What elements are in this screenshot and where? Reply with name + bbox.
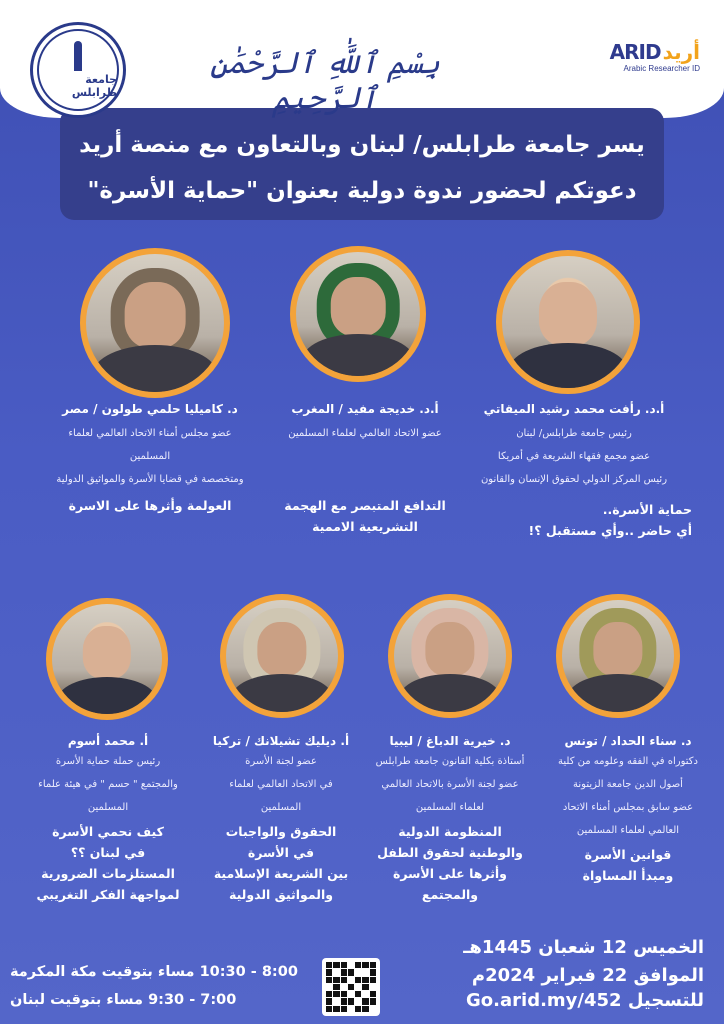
date-gregorian: الموافق 22 فبراير 2024م: [471, 965, 704, 986]
university-logo: [30, 22, 126, 118]
speaker-photo-asoum: [46, 598, 168, 720]
speaker-topic: بين الشريعة الإسلامية: [213, 866, 349, 881]
speaker-photo-haddad: [556, 594, 680, 718]
speaker-topic: المستلزمات الضرورية: [41, 866, 175, 881]
speaker-desc: المسلمين: [129, 451, 171, 462]
speaker-desc: عضو لجنة الأسرة: [245, 756, 317, 767]
speaker-desc: عضو مجمع فقهاء الشريعة في أمريكا: [497, 451, 651, 462]
speaker-topic: ومبدأ المساواة: [582, 868, 674, 883]
speaker-desc: في الاتحاد العالمي لعلماء: [229, 779, 333, 790]
speaker-topic: والمجتمع: [421, 887, 479, 902]
speaker-desc: أصول الدين جامعة الزيتونة: [573, 779, 683, 790]
speaker-desc: والمجتمع " حسم " في هيئة علماء: [38, 779, 178, 790]
minaret-icon: [74, 41, 82, 71]
speaker-desc: رئيس المركز الدولي لحقوق الإنسان والقانون: [480, 474, 668, 485]
speaker-topic: المنظومة الدولية: [398, 824, 502, 839]
speaker-topic: لمواجهة الفكر التغريبي: [36, 887, 180, 902]
speaker-topic: والوطنية لحقوق الطفل: [377, 845, 523, 860]
university-logo-ring: [37, 29, 119, 111]
time-lebanon: 7:00 - 9:30 مساء بتوقيت لبنان: [10, 992, 237, 1008]
speaker-photo-celenk: [220, 594, 344, 718]
basmala: بِسْمِ ٱللَّٰهِ ٱلرَّحْمَٰنِ ٱلرَّحِيمِ: [209, 46, 440, 116]
speaker-topic: والمواثيق الدولية: [228, 887, 333, 902]
speaker-photo-dabbagh: [388, 594, 512, 718]
speaker-desc: المسلمين: [87, 802, 129, 813]
speaker-card-meqati: [456, 402, 692, 541]
speaker-topic: التدافع المتبصر مع الهجمة: [284, 498, 446, 513]
speaker-desc: العالمي لعلماء المسلمين: [576, 825, 680, 836]
speaker-desc: رئيس حملة حماية الأسرة: [55, 756, 161, 767]
speaker-topic: حماية الأسرة..: [602, 502, 692, 517]
speaker-name: أ. ديليك تشيلانك / تركيا: [212, 734, 350, 748]
time-mecca: 8:00 - 10:30 مساء بتوقيت مكة المكرمة: [10, 964, 298, 980]
speaker-topic: كيف نحمي الأسرة: [52, 824, 164, 839]
event-times: [10, 958, 298, 1014]
speaker-card-mofid: [270, 402, 460, 537]
speaker-name: د. خيرية الدباغ / ليبيا: [389, 734, 511, 748]
speaker-name: أ.د. خديجة مفيد / المغرب: [291, 402, 439, 416]
arid-logo-en: ARID: [609, 40, 661, 64]
invitation-line-2: دعوتكم لحضور ندوة دولية بعنوان "حماية الأسرة": [87, 178, 637, 204]
speaker-topic: التشريعية الاممية: [312, 519, 418, 534]
speaker-name: أ.د. رأفت محمد رشيد الميقاتي: [483, 402, 665, 416]
speaker-topic: في الأسرة: [247, 845, 315, 860]
speaker-name: د. سناء الحداد / تونس: [564, 734, 692, 748]
speaker-desc: عضو لجنة الأسرة بالاتحاد العالمي: [381, 779, 519, 790]
arid-logo-ar: أريد: [662, 40, 700, 64]
arid-logo: [610, 40, 700, 73]
arid-logo-subtitle: Arabic Researcher ID: [623, 64, 700, 73]
speaker-photo-mofid: [290, 246, 426, 382]
speaker-topic: الحقوق والواجبات: [225, 824, 337, 839]
speaker-topic: أي حاضر ..وأي مستقبل ؟!: [528, 523, 692, 538]
speaker-card-haddad: [538, 734, 718, 886]
event-date: [463, 934, 704, 990]
speaker-photo-meqati: [496, 250, 640, 394]
speaker-desc: لعلماء المسلمين: [415, 802, 485, 813]
speaker-photo-toulon: [80, 248, 230, 398]
registration-link[interactable]: للتسجيل Go.arid.my/452: [466, 990, 704, 1011]
speaker-topic: قوانين الأسرة: [584, 847, 672, 862]
speaker-topic: في لبنان ؟؟: [70, 845, 146, 860]
university-logo-text: جامعة طرابلس: [71, 73, 117, 99]
speaker-desc: أستاذة بكلية القانون جامعة طرابلس: [375, 756, 525, 767]
speaker-desc: المسلمين: [260, 802, 302, 813]
speaker-desc: دكتوراه في الفقه وعلومه من كلية: [558, 756, 698, 767]
registration-qr-code[interactable]: [322, 958, 380, 1016]
speaker-card-dabbagh: [360, 734, 540, 905]
speaker-desc: رئيس جامعة طرابلس/ لبنان: [516, 428, 632, 439]
speaker-name: أ. محمد أسوم: [67, 734, 149, 748]
speaker-topic: العولمة وأثرها على الاسرة: [68, 498, 232, 513]
date-hijri: الخميس 12 شعبان 1445هـ: [463, 937, 704, 958]
speaker-topic: وأثرها على الأسرة: [393, 866, 507, 881]
speaker-card-asoum: [20, 734, 196, 905]
speaker-desc: عضو مجلس أمناء الاتحاد العالمي لعلماء: [68, 428, 232, 439]
speaker-name: د. كاميليا حلمي طولون / مصر: [62, 402, 238, 416]
speaker-card-toulon: [30, 402, 270, 516]
speaker-card-celenk: [196, 734, 366, 905]
speaker-desc: عضو الاتحاد العالمي لعلماء المسلمين: [288, 428, 442, 439]
speaker-desc: عضو سابق بمجلس أمناء الاتحاد: [562, 802, 694, 813]
invitation-line-1: يسر جامعة طرابلس/ لبنان وبالتعاون مع منصة أريد: [79, 132, 645, 158]
speaker-desc: ومتخصصة في قضايا الأسرة والمواثيق الدولية: [56, 474, 244, 485]
